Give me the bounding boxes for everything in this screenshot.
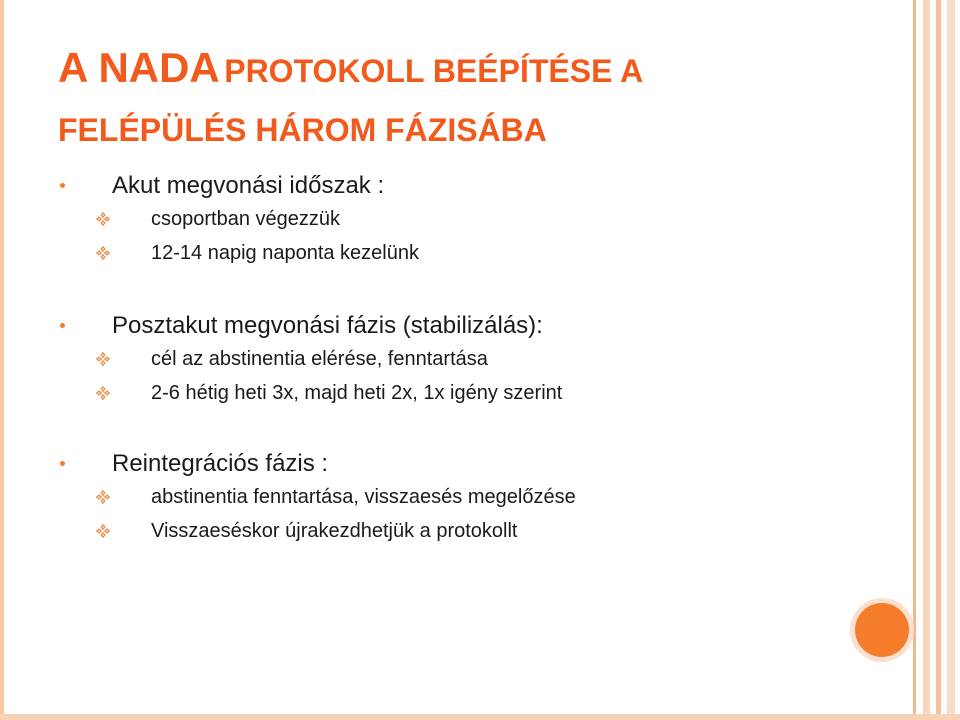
bullet-text: 12-14 napig naponta kezelünk [151, 242, 419, 264]
bullet-text: 2-6 hétig heti 3x, majd heti 2x, 1x igény szerint [151, 382, 563, 404]
bullet-level-2 [0, 202, 900, 236]
four-diamond-icon [96, 524, 110, 538]
section-heading: Posztakut megvonási fázis (stabilizálás): [112, 312, 543, 339]
bullet-level-1 [0, 448, 900, 480]
bullet-level-2 [0, 514, 900, 548]
right-stripe [913, 0, 916, 720]
spacer [0, 270, 900, 310]
spacer [0, 410, 900, 448]
bullet-level-2 [0, 480, 900, 514]
bottom-frame-bar [0, 714, 960, 720]
section-reintegracios [0, 448, 900, 548]
section-akut [0, 170, 900, 270]
bullet-level-1 [0, 170, 900, 202]
section-heading: Akut megvonási időszak : [112, 172, 385, 199]
title-line-1 [58, 36, 838, 110]
bullet-text: Visszaeséskor újrakezdhetjük a protokollt [151, 520, 518, 542]
right-stripe [923, 0, 930, 720]
bullet-level-2 [0, 236, 900, 270]
bullet-text: abstinentia fenntartása, visszaesés megelőzése [151, 486, 576, 508]
section-heading: Reintegrációs fázis : [112, 450, 329, 477]
four-diamond-icon [96, 246, 110, 260]
bullet-level-2 [0, 376, 900, 410]
bullet-level-1 [0, 310, 900, 342]
right-stripe [936, 0, 941, 720]
bullet-text: cél az abstinentia elérése, fenntartása [151, 348, 488, 370]
round-dot-icon [60, 323, 65, 328]
slide-title [58, 36, 838, 150]
title-line-2: FELÉPÜLÉS HÁROM FÁZISÁBA [58, 112, 547, 148]
bullet-level-2 [0, 342, 900, 376]
round-dot-icon [60, 461, 65, 466]
four-diamond-icon [96, 212, 110, 226]
round-dot-icon [60, 183, 65, 188]
bullet-text: csoportban végezzük [151, 208, 341, 230]
four-diamond-icon [96, 386, 110, 400]
decorative-orange-circle [855, 603, 909, 657]
bullet-content [0, 170, 900, 548]
right-stripe [947, 0, 955, 720]
section-posztakut [0, 310, 900, 410]
four-diamond-icon [96, 490, 110, 504]
four-diamond-icon [96, 352, 110, 366]
title-part-1: A NADA [58, 44, 220, 91]
title-part-2: PROTOKOLL BEÉPÍTÉSE A [224, 53, 644, 89]
